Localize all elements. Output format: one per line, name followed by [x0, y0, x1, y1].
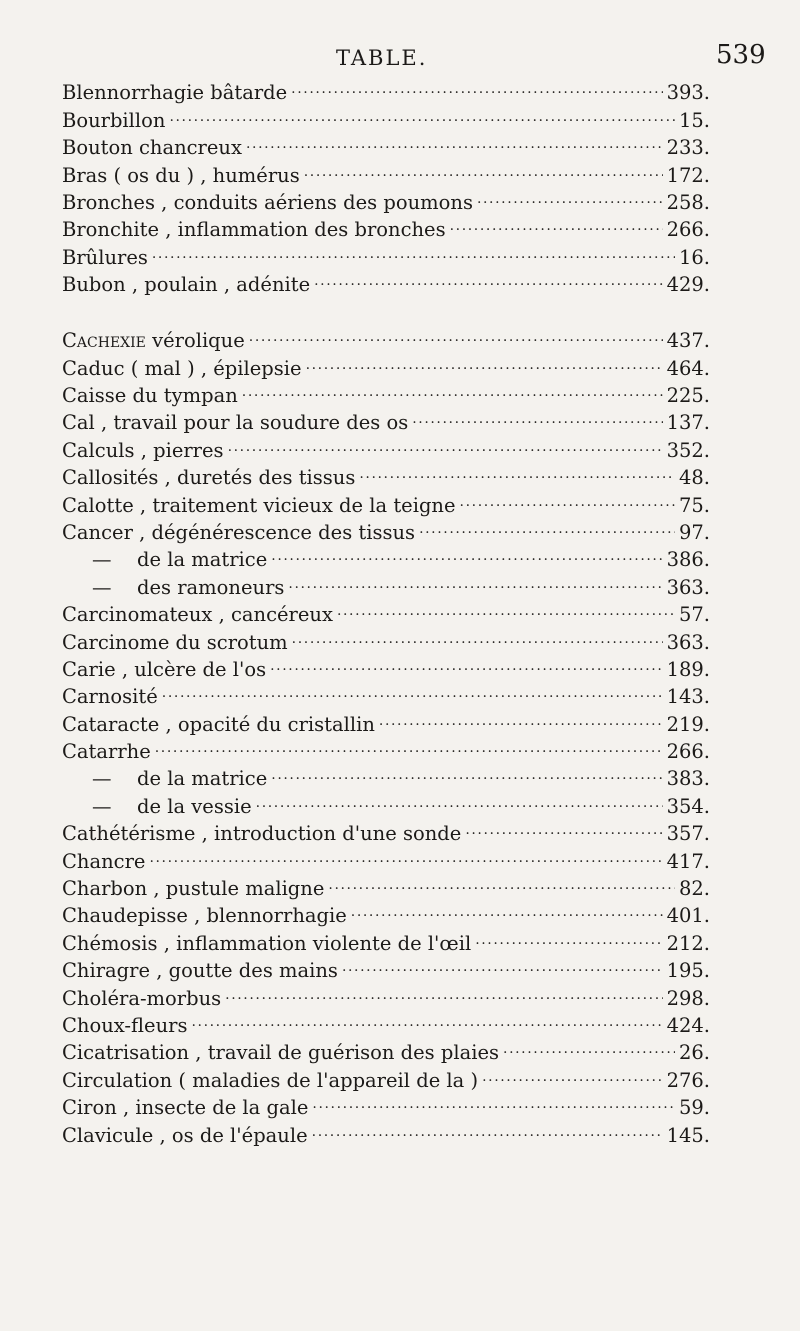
- entry-term: Charbon , pustule maligne: [62, 877, 325, 901]
- entry-page-number: 393.: [666, 81, 710, 105]
- dot-leader: [465, 813, 662, 840]
- entry-page-number: 48.: [678, 466, 710, 490]
- entry-term: Chancre: [62, 849, 146, 873]
- dot-leader: [292, 621, 663, 648]
- dot-leader: [460, 484, 675, 511]
- index-entry: [62, 72, 710, 105]
- entry-page-number: 266.: [666, 740, 710, 764]
- dot-leader: [482, 1059, 662, 1086]
- entry-term: Brûlures: [62, 245, 148, 269]
- dot-leader: [475, 922, 662, 949]
- entry-term: Calculs , pierres: [62, 438, 224, 462]
- dot-leader: [242, 375, 663, 402]
- index-table: [62, 72, 710, 1147]
- index-entry: [62, 731, 710, 764]
- entry-term: Caduc ( mal ) , épilepsie: [62, 356, 302, 380]
- page-number: 539: [716, 40, 766, 70]
- index-section-b: [62, 72, 710, 297]
- entry-term: Choléra-morbus: [62, 986, 222, 1010]
- entry-page-number: 212.: [666, 931, 710, 955]
- dot-leader: [271, 539, 662, 566]
- entry-term: Bourbillon: [62, 108, 166, 132]
- dot-leader: [379, 703, 663, 730]
- dot-leader: [246, 127, 663, 154]
- entry-page-number: 172.: [666, 163, 710, 187]
- dot-leader: [312, 1114, 663, 1141]
- entry-page-number: 26.: [678, 1041, 710, 1065]
- ditto-dash: —: [92, 794, 112, 818]
- entry-term: Chiragre , goutte des mains: [62, 959, 338, 983]
- entry-page-number: 429.: [666, 273, 710, 297]
- entry-page-number: 298.: [666, 986, 710, 1010]
- ditto-dash: —: [92, 575, 112, 599]
- entry-term: Blennorrhagie bâtarde: [62, 81, 288, 105]
- entry-term: Cancer , dégénérescence des tissus: [62, 520, 416, 544]
- entry-term: Cachexie vérolique: [62, 329, 245, 353]
- entry-term: — de la matrice: [62, 765, 267, 792]
- dot-leader: [228, 429, 663, 456]
- entry-term: Bronches , conduits aériens des poumons: [62, 190, 473, 214]
- entry-page-number: 437.: [666, 329, 710, 353]
- dot-leader: [152, 236, 675, 263]
- entry-page-number: 354.: [666, 794, 710, 818]
- entry-term: Cicatrisation , travail de guérison des plaies: [62, 1041, 500, 1065]
- entry-page-number: 137.: [666, 411, 710, 435]
- entry-page-number: 195.: [666, 959, 710, 983]
- entry-term: Ciron , insecte de la gale: [62, 1096, 309, 1120]
- dot-leader: [249, 320, 663, 347]
- entry-page-number: 383.: [666, 767, 710, 791]
- entry-page-number: 233.: [666, 136, 710, 160]
- dot-leader: [149, 840, 662, 867]
- entry-term: Chaudepisse , blennorrhagie: [62, 904, 347, 928]
- entry-term: Callosités , duretés des tissus: [62, 466, 356, 490]
- dot-leader: [304, 154, 663, 181]
- entry-term: Cal , travail pour la soudure des os: [62, 411, 409, 435]
- entry-page-number: 363.: [666, 575, 710, 599]
- entry-term: Carcinome du scrotum: [62, 630, 288, 654]
- entry-page-number: 225.: [666, 383, 710, 407]
- dot-leader: [337, 594, 675, 621]
- entry-term: Cataracte , opacité du cristallin: [62, 712, 375, 736]
- index-entry: [62, 868, 710, 901]
- entry-term: Caisse du tympan: [62, 383, 238, 407]
- dot-leader: [256, 785, 663, 812]
- entry-term: Bronchite , inflammation des bronches: [62, 218, 446, 242]
- dot-leader: [162, 676, 663, 703]
- entry-page-number: 189.: [666, 657, 710, 681]
- entry-term: — de la matrice: [62, 546, 267, 573]
- entry-term: Cathétérisme , introduction d'une sonde: [62, 822, 462, 846]
- entry-page-number: 258.: [666, 190, 710, 214]
- dot-leader: [155, 731, 663, 758]
- entry-page-number: 219.: [666, 712, 710, 736]
- entry-term: Bouton chancreux: [62, 136, 242, 160]
- entry-term: Carnosité: [62, 685, 158, 709]
- entry-page-number: 464.: [666, 356, 710, 380]
- entry-term: Choux-fleurs: [62, 1013, 188, 1037]
- dot-leader: [291, 72, 662, 99]
- entry-term: Calotte , traitement vicieux de la teigne: [62, 493, 456, 517]
- dot-leader: [191, 1005, 662, 1032]
- index-entry: [62, 320, 710, 353]
- dot-leader: [312, 1087, 675, 1114]
- index-entry: [62, 264, 710, 297]
- entry-page-number: 97.: [678, 520, 710, 544]
- dot-leader: [419, 512, 675, 539]
- index-entry: [62, 840, 710, 873]
- entry-term: Catarrhe: [62, 740, 151, 764]
- ditto-dash: —: [92, 548, 112, 572]
- dot-leader: [412, 402, 662, 429]
- entry-term: Carie , ulcère de l'os: [62, 657, 267, 681]
- index-entry: [62, 236, 710, 269]
- entry-term: Bubon , poulain , adénite: [62, 273, 311, 297]
- dot-leader: [314, 264, 662, 291]
- entry-page-number: 424.: [666, 1013, 710, 1037]
- entry-page-number: 276.: [666, 1068, 710, 1092]
- dot-leader: [450, 209, 663, 236]
- entry-term: Chémosis , inflammation violente de l'œil: [62, 931, 472, 955]
- dot-leader: [342, 950, 663, 977]
- entry-term: Carcinomateux , cancéreux: [62, 603, 333, 627]
- entry-page-number: 417.: [666, 849, 710, 873]
- dot-leader: [359, 457, 675, 484]
- entry-page-number: 57.: [678, 603, 710, 627]
- entry-page-number: 266.: [666, 218, 710, 242]
- dot-leader: [351, 895, 663, 922]
- dot-leader: [477, 182, 663, 209]
- entry-term: Bras ( os du ) , humérus: [62, 163, 300, 187]
- entry-page-number: 363.: [666, 630, 710, 654]
- index-section-c: [62, 320, 710, 1147]
- section-initial-word: Cachexie: [62, 329, 146, 353]
- dot-leader: [271, 758, 662, 785]
- dot-leader: [503, 1032, 675, 1059]
- ditto-dash: —: [92, 767, 112, 791]
- entry-page-number: 15.: [678, 108, 710, 132]
- dot-leader: [225, 977, 662, 1004]
- entry-page-number: 75.: [678, 493, 710, 517]
- index-entry: [62, 703, 710, 736]
- entry-page-number: 386.: [666, 548, 710, 572]
- dot-leader: [270, 649, 662, 676]
- entry-page-number: 143.: [666, 685, 710, 709]
- running-head: TABLE.: [336, 46, 428, 70]
- entry-page-number: 357.: [666, 822, 710, 846]
- entry-page-number: 145.: [666, 1123, 710, 1147]
- entry-page-number: 82.: [678, 877, 710, 901]
- index-subentry: [62, 758, 710, 791]
- dot-leader: [288, 566, 662, 593]
- entry-term: — des ramoneurs: [62, 574, 284, 601]
- dot-leader: [169, 99, 675, 126]
- entry-page-number: 16.: [678, 245, 710, 269]
- dot-leader: [328, 868, 675, 895]
- entry-term: Clavicule , os de l'épaule: [62, 1123, 308, 1147]
- entry-term: Circulation ( maladies de l'appareil de la ): [62, 1068, 479, 1092]
- dot-leader: [306, 347, 663, 374]
- entry-page-number: 59.: [678, 1096, 710, 1120]
- entry-term: — de la vessie: [62, 793, 252, 820]
- entry-page-number: 401.: [666, 904, 710, 928]
- entry-page-number: 352.: [666, 438, 710, 462]
